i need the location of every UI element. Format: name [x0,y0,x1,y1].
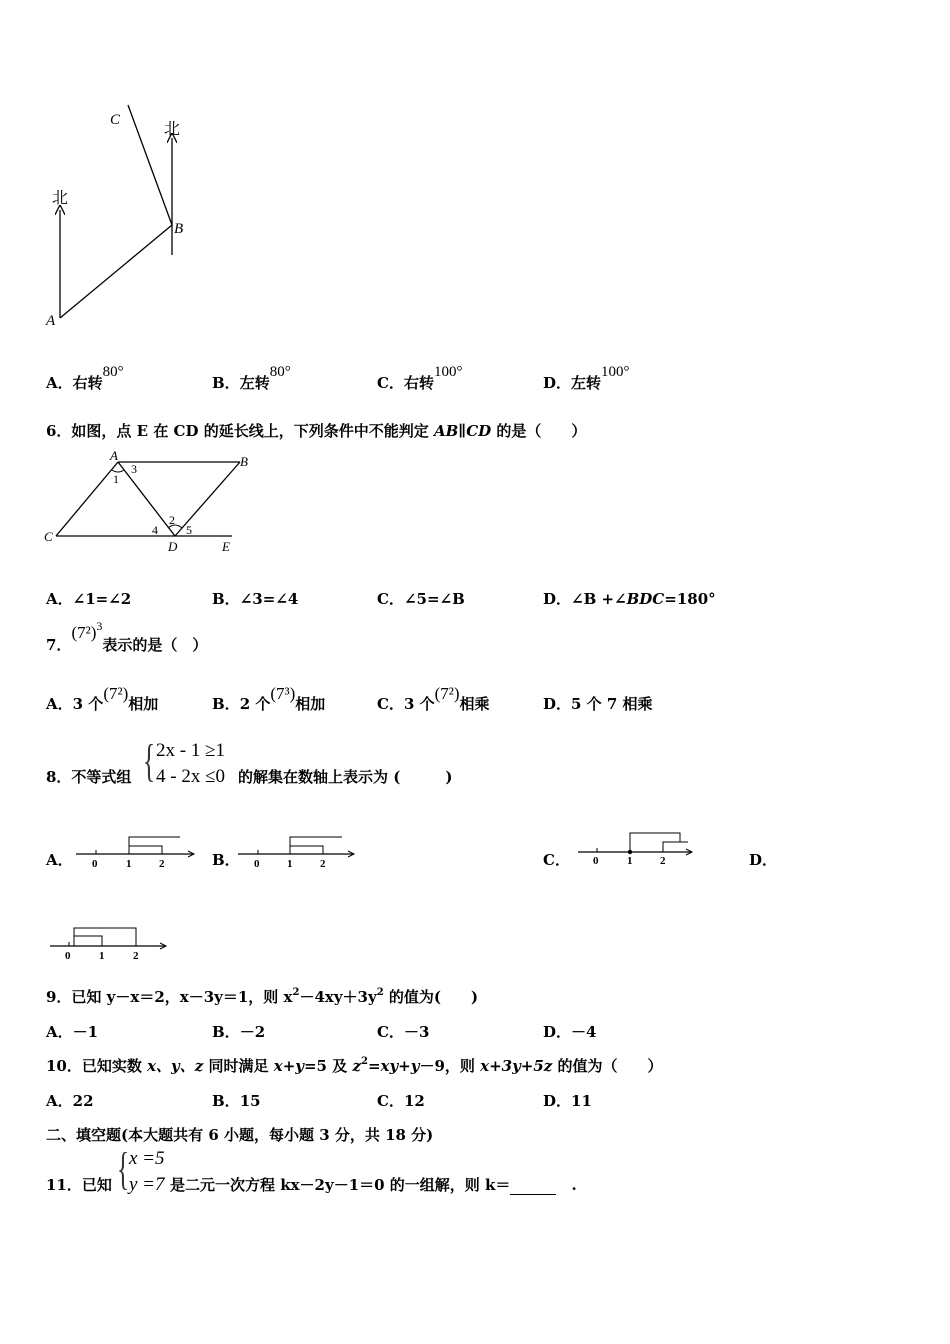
tick-label: 0 [593,855,599,867]
q8-stem-num: 8．不等式组 [46,768,132,786]
q7-option-a[interactable]: A．3 个(7²)相加 [46,684,159,713]
q8-option-a-letter[interactable]: A． [46,851,73,869]
tick-label: 0 [92,858,98,870]
point-label-a: A [46,313,56,329]
q8-ineq-1: 2x - 1 ≥1 [156,740,226,761]
angle-label-1: 1 [113,472,119,486]
q9-option-b[interactable]: B．－2 [212,1023,266,1041]
q5-option-b[interactable]: B．左转80° [212,364,291,392]
q7-option-d[interactable]: D．5 个 7 相乘 [543,695,653,713]
q6-option-d[interactable]: D．∠B +∠BDC=180° [543,590,716,608]
north-label-left: 北 [52,190,69,207]
point-label-c: C [44,529,53,544]
angle-label-5: 5 [186,523,192,537]
q8-option-d-numberline[interactable] [50,924,172,964]
north-label-right: 北 [164,121,181,138]
q9-option-c[interactable]: C．－3 [377,1023,430,1041]
point-label-c: C [110,112,121,128]
tick-label: 2 [159,858,165,870]
answer-blank[interactable] [510,1180,556,1195]
q11-stem: 是二元一次方程 kx－2y－1＝0 的一组解，则 k＝ . [170,1176,577,1194]
point-label-d: D [168,539,178,554]
tick-label: 1 [627,855,633,867]
segment-ac [56,462,118,536]
tick-label: 2 [133,950,139,962]
q11-eq-1: x =5 [129,1148,165,1169]
q8-stem-suffix: 的解集在数轴上表示为 ( ) [238,768,453,786]
q8-option-b-numberline[interactable] [238,832,358,872]
point-label-b: B [240,454,248,469]
q11-num: 11．已知 [46,1176,112,1194]
tick-label: 0 [65,950,71,962]
q8-option-c-numberline[interactable] [578,828,698,868]
q5-figure [40,100,200,335]
q6-option-b[interactable]: B．∠3=∠4 [212,590,299,608]
q6-option-a[interactable]: A．∠1=∠2 [46,590,132,608]
q7-option-b[interactable]: B．2 个(7³)相加 [212,684,326,713]
q8-option-d-letter[interactable]: D． [749,851,778,869]
tick-label: 1 [126,858,132,870]
segment-bd [175,462,240,536]
q10-option-a[interactable]: A．22 [46,1092,94,1110]
q10-option-c[interactable]: C．12 [377,1092,425,1110]
point-label-e: E [222,539,230,554]
q8-ineq-2: 4 - 2x ≤0 [156,766,226,787]
q5-option-c[interactable]: C．右转100° [377,364,463,392]
tick-label: 0 [254,858,260,870]
q6-option-c[interactable]: C．∠5=∠B [377,590,465,608]
q7-stem: 7．$(7^2)^3$表示的是（ ） [46,619,208,654]
tick-label: 1 [287,858,293,870]
brace-icon: { [143,735,156,786]
angle-label-4: 4 [152,523,158,537]
segment-ab [60,225,172,318]
tick-label: 2 [320,858,326,870]
q10-stem: 10．已知实数 x、y、z 同时满足 x+y=5 及 $z^2=xy+y-9$，则 x+3y+5z 的值为（ ） [46,1056,663,1075]
q5-option-a[interactable]: A．右转80° [46,364,124,392]
angle-label-2: 2 [169,513,175,527]
tick-label: 1 [99,950,105,962]
q6-figure [40,448,250,558]
q8-option-b-letter[interactable]: B． [212,851,240,869]
q6-stem: 6．如图，点 E 在 CD 的延长线上，下列条件中不能判定 AB∥CD 的是（ ） [46,422,587,440]
q11-eq-2: y =7 [129,1174,165,1195]
tick-label: 2 [660,855,666,867]
q9-option-a[interactable]: A．－1 [46,1023,99,1041]
q7-option-c[interactable]: C．3 个(7²)相乘 [377,684,490,713]
q9-option-d[interactable]: D．－4 [543,1023,597,1041]
brace-icon: { [117,1143,130,1194]
q8-option-a-numberline[interactable] [76,832,196,872]
q10-option-b[interactable]: B．15 [212,1092,261,1110]
q8-option-c-letter[interactable]: C． [543,851,570,869]
q10-option-d[interactable]: D．11 [543,1092,592,1110]
q5-option-d[interactable]: D．左转100° [543,364,630,392]
point-label-a: A [110,448,118,463]
q9-stem: 9．已知 y－x＝2，x－3y＝1，则 $x^2-4xy+3y^2$ 的值为( ) [46,987,479,1006]
segment-ad [118,462,175,536]
section-title: 二、填空题(本大题共有 6 小题，每小题 3 分，共 18 分) [46,1126,434,1144]
point-label-b: B [174,221,184,237]
angle-label-3: 3 [131,462,137,476]
